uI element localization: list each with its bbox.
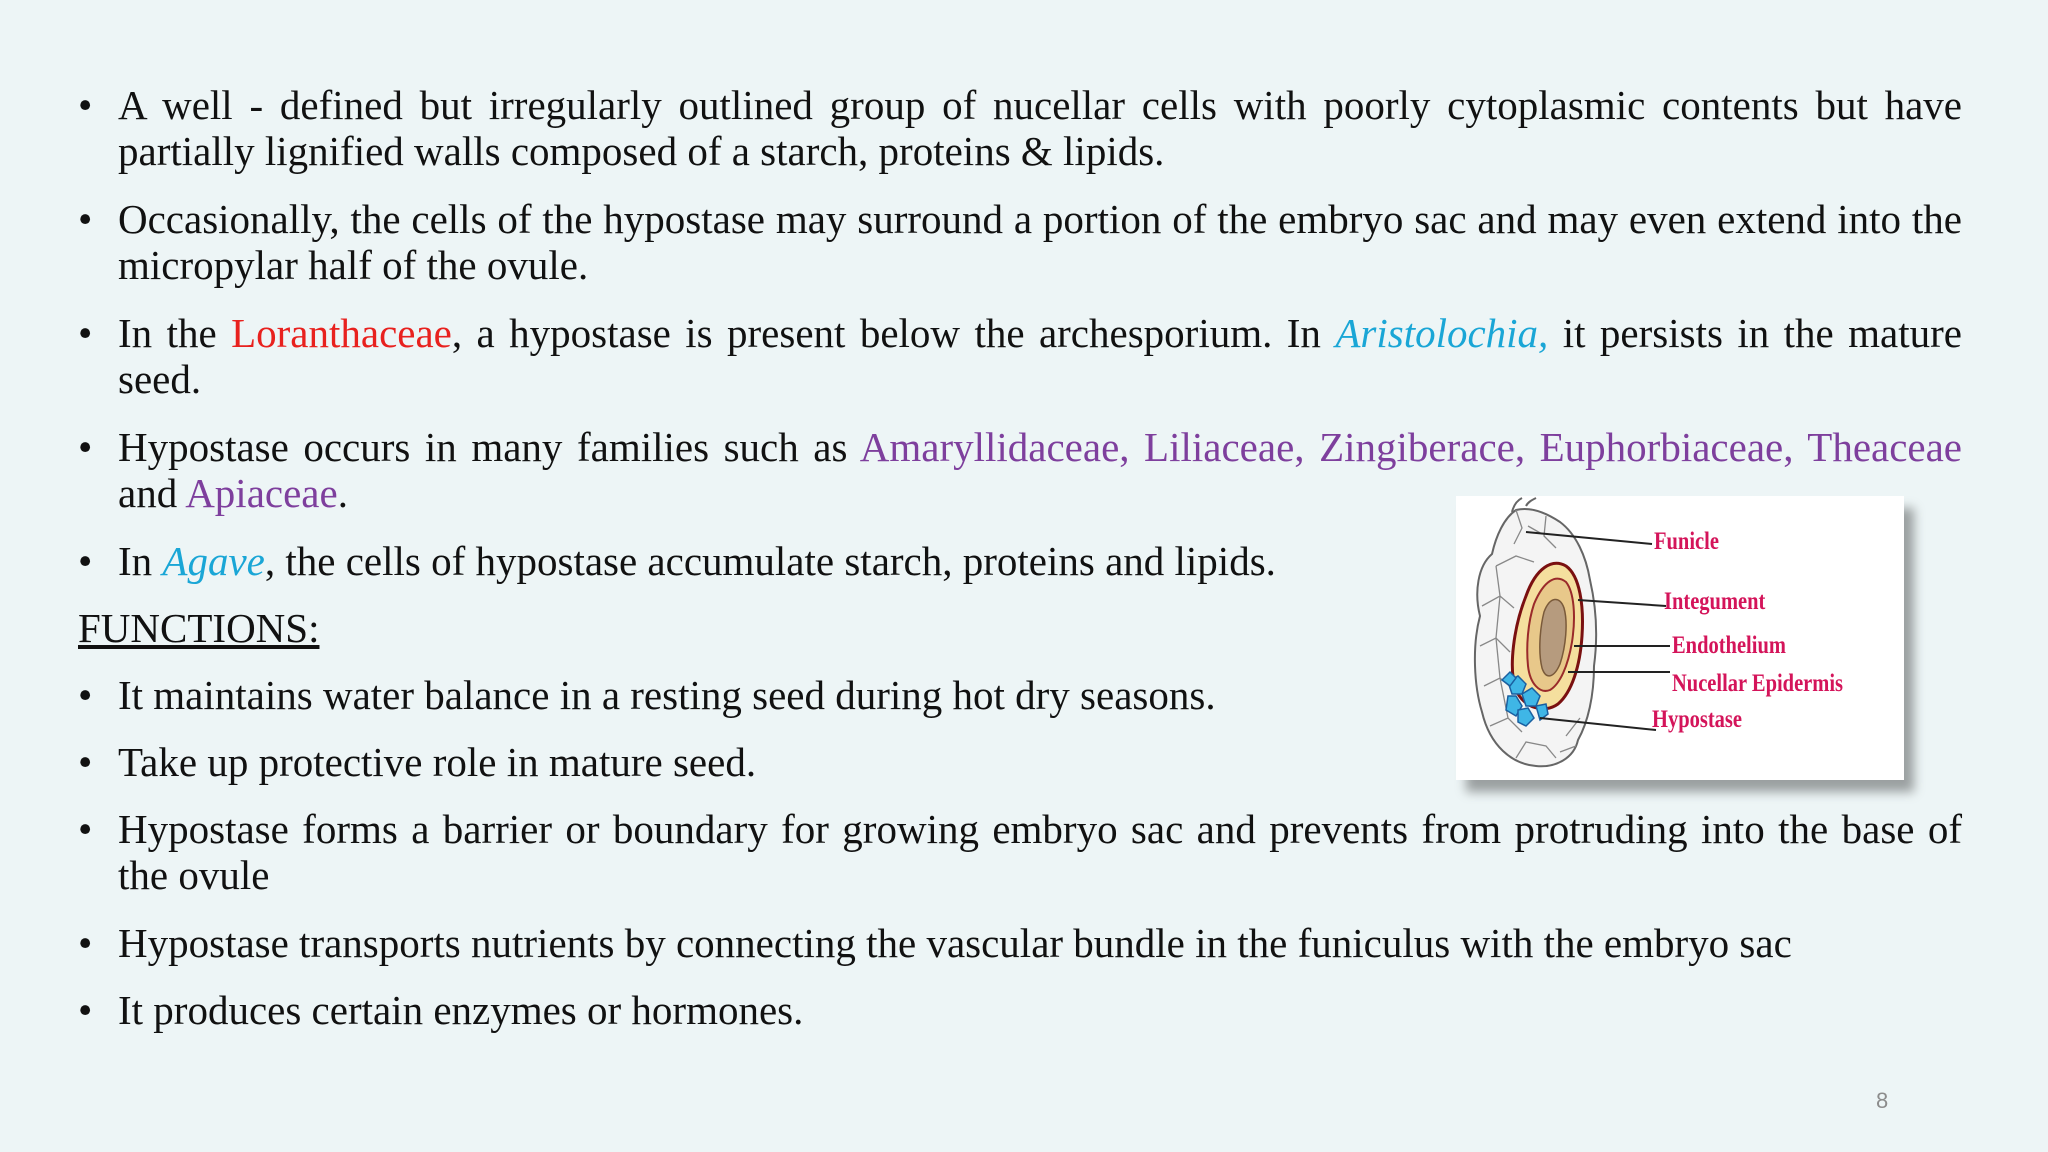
function-text: It maintains water balance in a resting seed during hot dry seasons.: [118, 672, 1216, 718]
family-list: Amaryllidaceae, Liliaceae, Zingiberace, Euphorbiaceae, Theaceae: [859, 424, 1963, 470]
bullet-dot: •: [78, 672, 93, 718]
page-number: 8: [1876, 1088, 1889, 1113]
function-item: [78, 987, 1962, 1033]
bullet-text-post: it persists in the mature seed.: [118, 310, 1962, 402]
ovule-diagram: [1456, 496, 1904, 780]
genus-aristolochia: Aristolochia,: [1335, 310, 1549, 356]
bullet-text-pre: Hypostase occurs in many families such as: [118, 424, 860, 470]
bullet-text-mid: , a hypostase is present below the archesporium. In: [451, 310, 1336, 356]
bullet-text: A well - defined but irregularly outlined group of nucellar cells with poorly cytoplasmic contents but have partially lignified walls composed of a starch, proteins & lipids.: [118, 82, 1962, 174]
family-loranthaceae: Loranthaceae: [231, 310, 452, 356]
bullet-item: [78, 310, 1962, 402]
bullet-dot: •: [78, 424, 93, 470]
bullet-dot: •: [78, 739, 93, 785]
label-endothelium: Endothelium: [1672, 632, 1786, 659]
bullet-item: [78, 196, 1962, 288]
label-nucellar-epidermis: Nucellar Epidermis: [1672, 670, 1844, 697]
bullet-text-post: , the cells of hypostase accumulate starch, proteins and lipids.: [264, 538, 1276, 584]
bullet-text-post: .: [337, 470, 348, 516]
function-item: [78, 920, 1962, 966]
bullet-dot: •: [78, 310, 93, 356]
bullet-dot: •: [78, 196, 93, 242]
function-text: Hypostase transports nutrients by connecting the vascular bundle in the funiculus with the embryo sac: [118, 920, 1792, 966]
family-apiaceae: Apiaceae: [185, 470, 338, 516]
function-item: [78, 806, 1962, 898]
label-hypostase: Hypostase: [1652, 706, 1742, 733]
bullet-dot: •: [78, 82, 93, 128]
bullet-item: [78, 82, 1962, 174]
bullet-text: Occasionally, the cells of the hypostase may surround a portion of the embryo sac and may even extend into the micropylar half of the ovule.: [118, 196, 1962, 288]
function-text: It produces certain enzymes or hormones.: [118, 987, 804, 1033]
bullet-dot: •: [78, 538, 93, 584]
function-text: Hypostase forms a barrier or boundary for growing embryo sac and prevents from protruding into the base of the ovule: [118, 806, 1962, 898]
genus-agave: Agave: [162, 538, 265, 584]
bullet-text-pre: In the: [118, 310, 232, 356]
bullet-dot: •: [78, 987, 93, 1033]
bullet-dot: •: [78, 920, 93, 966]
bullet-dot: •: [78, 806, 93, 852]
label-integument: Integument: [1664, 588, 1766, 615]
label-funicle: Funicle: [1654, 528, 1719, 555]
bullet-text-pre: In: [118, 538, 163, 584]
function-text: Take up protective role in mature seed.: [118, 739, 757, 785]
functions-heading: FUNCTIONS:: [78, 605, 320, 651]
bullet-text-mid: and: [118, 470, 186, 516]
